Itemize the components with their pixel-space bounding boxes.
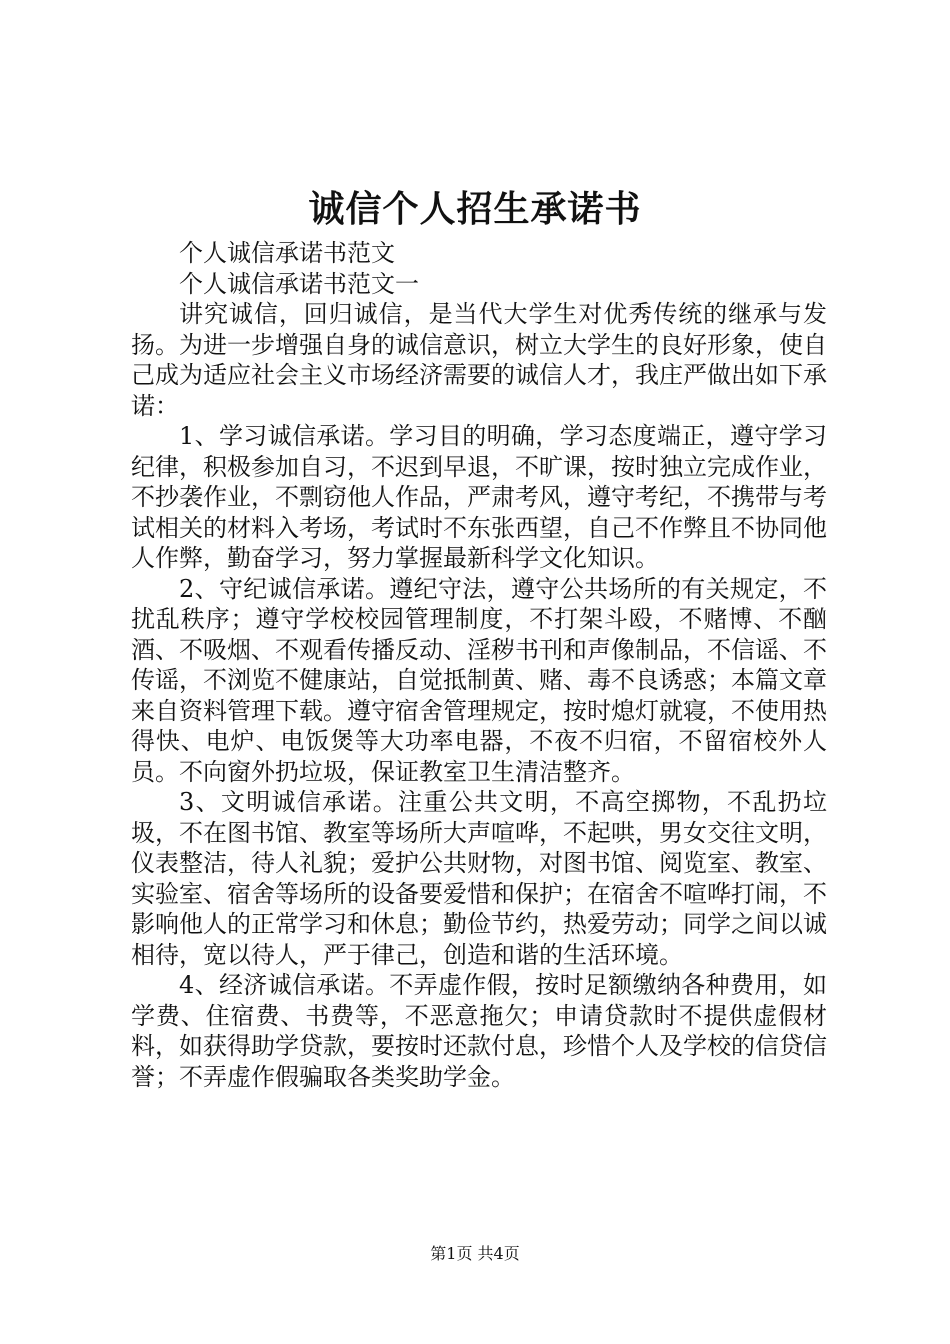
paragraph-intro: 讲究诚信，回归诚信，是当代大学生对优秀传统的继承与发扬。为进一步增强自身的诚信意识，树立大学生的良好形象，使自己成为适应社会主义市场经济需要的诚信人才，我庄严做出如下承诺： [131, 300, 827, 420]
document-title: 诚信个人招生承诺书 [308, 188, 642, 230]
paragraph-economic-pledge: 4、经济诚信承诺。不弄虚作假，按时足额缴纳各种费用，如学费、住宿费、书费等，不恶意拖欠；申请贷款时不提供虚假材料，如获得助学贷款，要按时还款付息，珍惜个人及学校的信贷信誉；不弄虚作假骗取各类奖助学金。 [131, 971, 827, 1091]
paragraph-heading-2: 个人诚信承诺书范文一 [179, 269, 419, 298]
document-body [131, 238, 827, 1092]
paragraph-heading-1: 个人诚信承诺书范文 [179, 239, 395, 267]
page-number-footer: 第1页 共4页 [430, 1244, 520, 1263]
paragraph-study-pledge: 1、学习诚信承诺。学习目的明确，学习态度端正，遵守学习纪律，积极参加自习，不迟到早退，不旷课，按时独立完成作业，不抄袭作业，不剽窃他人作品，严肃考风，遵守考纪，不携带与考试相关的材料入考场，考试时不东张西望，自己不作弊且不协同他人作弊，勤奋学习，努力掌握最新科学文化知识。 [131, 422, 827, 572]
paragraph-discipline-pledge: 2、守纪诚信承诺。遵纪守法，遵守公共场所的有关规定，不扰乱秩序；遵守学校校园管理制度，不打架斗殴，不赌博、不酗酒、不吸烟、不观看传播反动、淫秽书刊和声像制品，不信谣、不传谣，不浏览不健康站，自觉抵制黄、赌、毒不良诱惑；本篇文章来自资料管理下载。遵守宿舍管理规定，按时熄灯就寝，不使用热得快、电炉、电饭煲等大功率电器，不夜不归宿，不留宿校外人员。不向窗外扔垃圾，保证教室卫生清洁整齐。 [131, 574, 827, 786]
paragraph-civility-pledge: 3、文明诚信承诺。注重公共文明，不高空掷物，不乱扔垃圾，不在图书馆、教室等场所大声喧哗，不起哄，男女交往文明，仪表整洁，待人礼貌；爱护公共财物，对图书馆、阅览室、教室、实验室、宿舍等场所的设备要爱惜和保护；在宿舍不喧哗打闹，不影响他人的正常学习和休息；勤俭节约，热爱劳动；同学之间以诚相待，宽以待人，严于律己，创造和谐的生活环境。 [131, 788, 827, 969]
